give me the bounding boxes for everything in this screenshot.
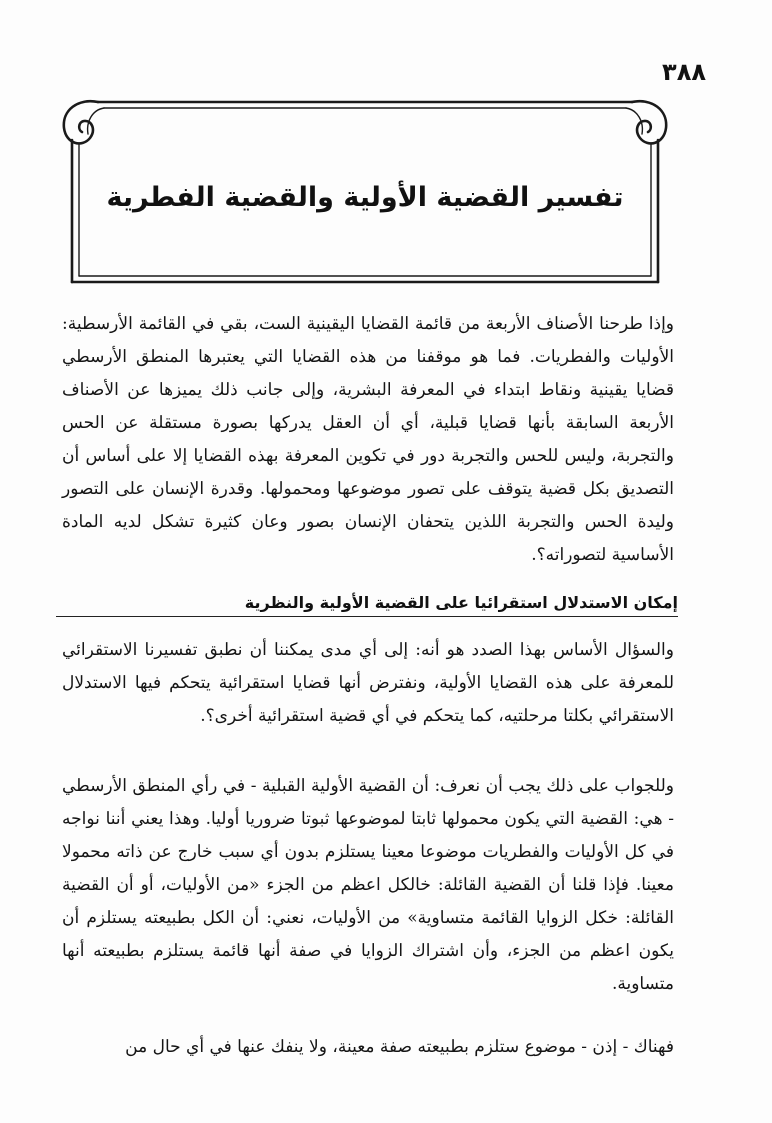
- paragraph-text: والسؤال الأساس بهذا الصدد هو أنه: إلى أي مدى يمكننا أن نطبق تفسيرنا الاستقرائي للمعرفة على هذه القضايا الأولية، ونفترض أنها قضايا استقرائية يتحكم فيها الاستدلال الاستقرائي بكلتا مرحلتيه، كما يتحكم في أي قضية استقرائية أخرى؟.: [62, 640, 674, 726]
- body-paragraph: [62, 770, 674, 1001]
- chapter-title: تفسير القضية الأولية والقضية الفطرية: [106, 182, 624, 213]
- body-paragraph: [62, 308, 674, 572]
- page-number: ٣٨٨: [662, 58, 706, 86]
- chapter-title-frame: [52, 88, 678, 284]
- paragraph-text: فهناك - إذن - موضوع ستلزم بطبيعته صفة معينة، ولا ينفك عنها في أي حال من: [125, 1037, 674, 1057]
- body-paragraph: [62, 634, 674, 733]
- paragraph-text: وللجواب على ذلك يجب أن نعرف: أن القضية الأولية القبلية - في رأي المنطق الأرسطي - هي: القضية التي يكون محمولها ثابتا لموضوعها ثبوتا ضروريا أوليا. وهذا يعني أننا نواجه في كل الأوليات والفطريات موضوعا معينا يستلزم بدون أي سبب خارج عن ذاته محمولا معينا. فإذا قلنا أن القضية القائلة: خالكل اعظم من الجزء «من الأوليات، أو أن القضية القائلة: خكل الزوايا القائمة متساوية» من الأوليات، نعني: أن الكل بطبيعته يستلزم أن يكون اعظم من الجزء، وأن اشتراك الزوايا في صفة أنها قائمة يستلزم بطبيعته أنها متساوية.: [62, 776, 674, 994]
- section-heading: إمكان الاستدلال استقرائيا على القضية الأولية والنظرية: [56, 593, 678, 617]
- paragraph-text: وإذا طرحنا الأصناف الأربعة من قائمة القضايا اليقينية الست، بقي في القائمة الأرسطية: الأوليات والفطريات. فما هو موقفنا من هذه القضايا التي يعتبرها المنطق الأرسطي قضايا يقينية ونقاط ابتداء في المعرفة البشرية، وإلى جانب ذلك يميزها عن الأصناف الأربعة السابقة بأنها قضايا قبلية، أي أن العقل يدركها بصورة مستقلة عن الحس والتجربة، وليس للحس والتجربة دور في تكوين المعرفة بهذه القضايا إلا على أساس أن التصديق بكل قضية يتوقف على تصور موضوعها ومحمولها. وقدرة الإنسان على التصور وليدة الحس والتجربة اللذين يتحفان الإنسان بصور وعان كثيرة تشكل لديه المادة الأساسية لتصوراته؟.: [62, 314, 674, 565]
- body-paragraph: [62, 1031, 674, 1064]
